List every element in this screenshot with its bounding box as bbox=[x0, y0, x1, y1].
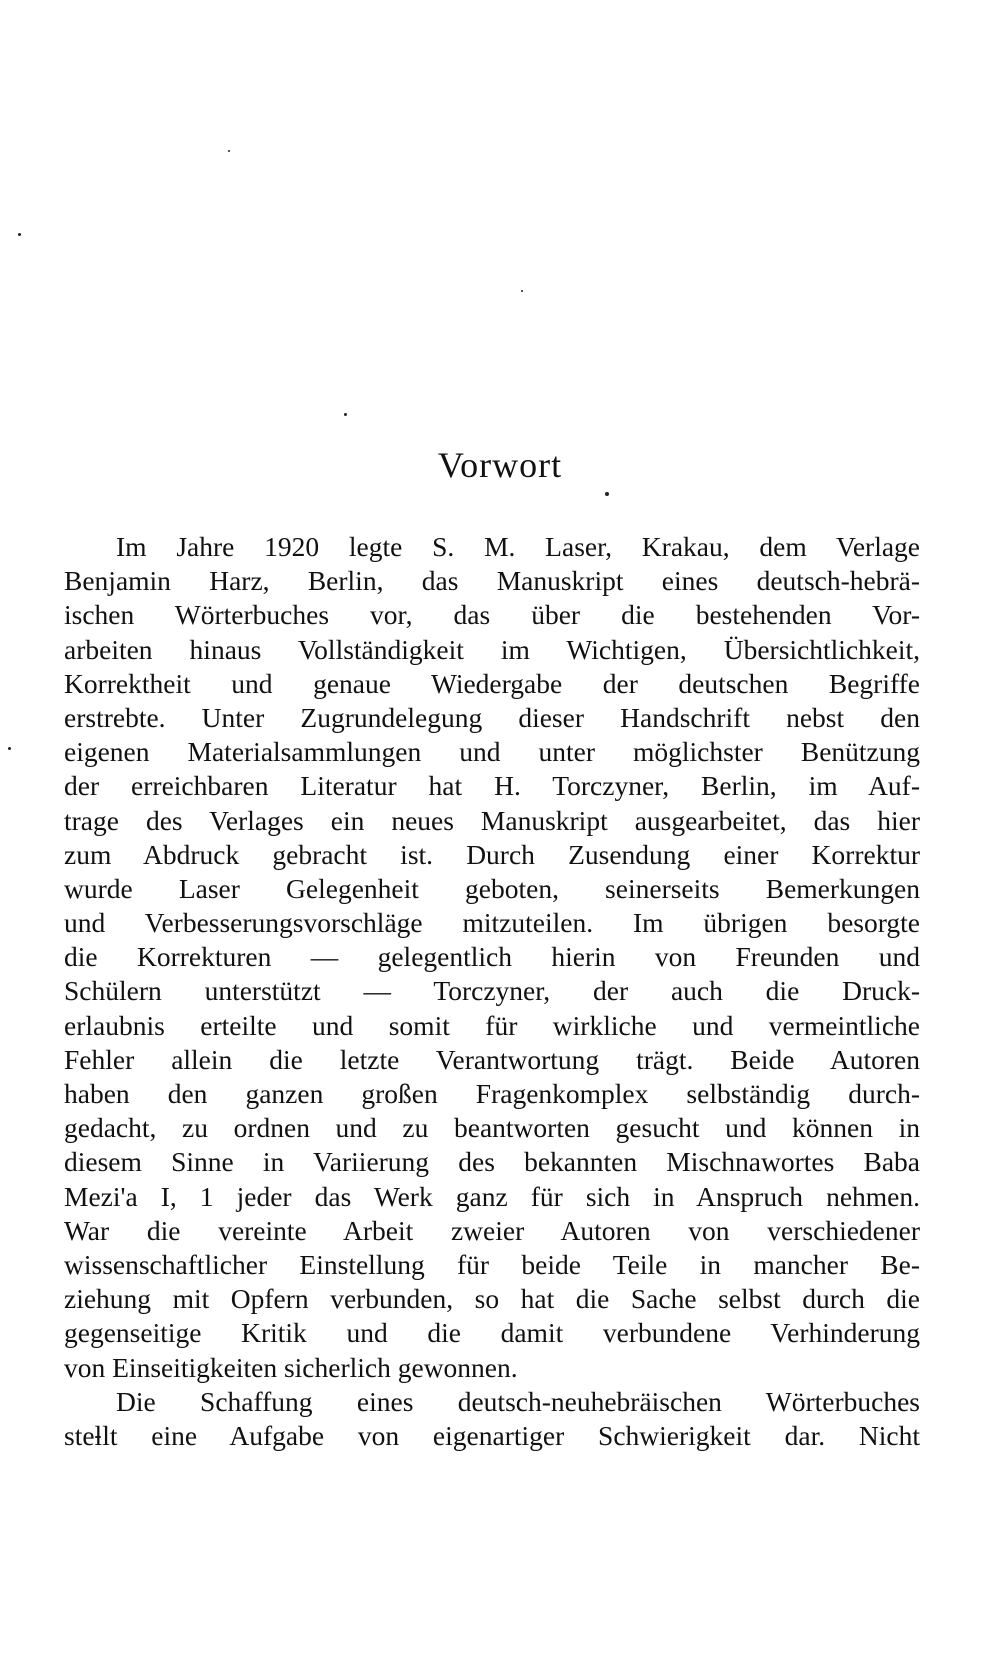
text-line: eigenen Materialsammlungen und unter möglichster Benützung bbox=[64, 736, 920, 768]
text-line: Fehler allein die letzte Verantwortung trägt. Beide Autoren bbox=[64, 1043, 920, 1075]
text-line: von Einseitigkeiten sicherlich gewonnen. bbox=[64, 1351, 518, 1383]
text-line: die Korrekturen — gelegentlich hierin von Freunden und bbox=[64, 941, 920, 973]
text-line: zum Abdruck gebracht ist. Durch Zusendung einer Korrektur bbox=[64, 838, 920, 870]
text-line: Mezi'a I, 1 jeder das Werk ganz für sich in Anspruch nehmen. bbox=[64, 1180, 920, 1212]
scan-speck bbox=[18, 233, 21, 236]
text-line: gedacht, zu ordnen und zu beantworten gesucht und können in bbox=[64, 1112, 920, 1144]
text-line: haben den ganzen großen Fragenkomplex selbständig durch- bbox=[64, 1078, 920, 1109]
text-line: erlaubnis erteilte und somit für wirkliche und vermeintliche bbox=[64, 1009, 920, 1041]
text-line: erstrebte. Unter Zugrundelegung dieser Handschrift nebst den bbox=[64, 701, 920, 733]
scan-speck bbox=[521, 290, 523, 292]
paragraph-1 bbox=[64, 530, 920, 1385]
scan-speck bbox=[228, 150, 230, 152]
text-line: Die Schaffung eines deutsch-neuhebräischen Wörterbuches bbox=[116, 1385, 920, 1417]
text-line: War die vereinte Arbeit zweier Autoren von verschiedener bbox=[64, 1214, 920, 1246]
scan-speck bbox=[8, 747, 11, 750]
page-title: Vorwort bbox=[437, 445, 563, 485]
paragraph-2 bbox=[64, 1385, 920, 1453]
text-line: ziehung mit Opfern verbunden, so hat die Sache selbst durch die bbox=[64, 1283, 920, 1315]
text-line: Schülern unterstützt — Torczyner, der auch die Druck- bbox=[64, 975, 920, 1007]
text-line: ischen Wörterbuches vor, das über die bestehenden Vor- bbox=[64, 599, 920, 631]
text-line: diesem Sinne in Variierung des bekannten Mischnawortes Baba bbox=[64, 1146, 920, 1178]
body-text bbox=[64, 530, 920, 1453]
text-line: stellt eine Aufgabe von eigenartiger Schwierigkeit dar. Nicht bbox=[64, 1419, 920, 1451]
text-line: der erreichbaren Literatur hat H. Torczyner, Berlin, im Auf- bbox=[64, 770, 920, 802]
text-line: und Verbesserungsvorschläge mitzuteilen. Im übrigen besorgte bbox=[64, 907, 920, 939]
text-line: Benjamin Harz, Berlin, das Manuskript eines deutsch-hebrä- bbox=[64, 565, 920, 597]
text-line: Korrektheit und genaue Wiedergabe der deutschen Begriffe bbox=[64, 667, 920, 699]
text-line: wurde Laser Gelegenheit geboten, seinerseits Bemerkungen bbox=[64, 872, 920, 904]
text-line: gegenseitige Kritik und die damit verbundene Verhinderung bbox=[64, 1317, 920, 1349]
scan-speck bbox=[344, 413, 347, 416]
text-line: arbeiten hinaus Vollständigkeit im Wichtigen, Übersichtlichkeit, bbox=[64, 633, 920, 665]
text-line: trage des Verlages ein neues Manuskript ausgearbeitet, das hier bbox=[64, 804, 920, 836]
scan-speck bbox=[605, 492, 609, 496]
text-line: wissenschaftlicher Einstellung für beide Teile in mancher Be- bbox=[64, 1248, 920, 1280]
text-line: Im Jahre 1920 legte S. M. Laser, Krakau, dem Verlage bbox=[116, 531, 920, 562]
